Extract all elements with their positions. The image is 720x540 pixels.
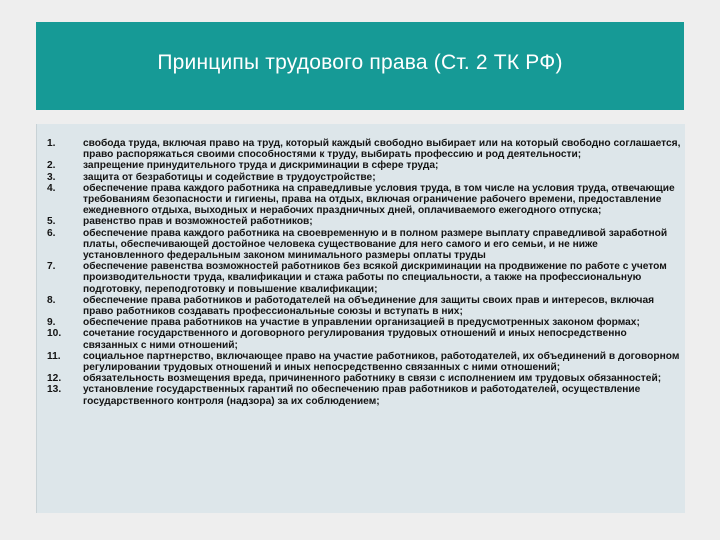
item-text: обеспечение права каждого работника на справедливые условия труда, в том числе на условия труда, отвечающие требованиям безопасности и гигиены, права на отдых, включая ограничение рабочего времени, предоставление ежедневного отдыха, выходных и нерабочих праздничных дней, оплачиваемого ежегодного отпуска;: [83, 182, 675, 217]
list-item: [47, 160, 685, 171]
item-number: 10.: [47, 328, 62, 340]
item-text: установление государственных гарантий по обеспечению прав работников и работодателей, осуществление государственного контроля (надзора) за их соблюдением;: [83, 384, 641, 407]
list-item: [47, 295, 685, 317]
list-item: [47, 228, 685, 262]
list-item: [47, 138, 685, 160]
list-item: [47, 384, 685, 406]
list-item: [47, 328, 685, 350]
item-number: 9.: [47, 317, 56, 329]
list-item: [47, 261, 685, 295]
item-number: 7.: [47, 261, 56, 273]
title-banner: [36, 22, 684, 110]
item-number: 11.: [47, 350, 61, 362]
item-text: сочетание государственного и договорного регулирования трудовых отношений и иных непосредственно связанных с ними отношений;: [83, 328, 627, 351]
item-text: обязательность возмещения вреда, причиненного работнику в связи с исполнением им трудовых обязанностей;: [83, 373, 662, 385]
item-text: обеспечение права работников на участие в управлении организацией в предусмотренных законом формах;: [83, 317, 640, 329]
item-number: 8.: [47, 294, 56, 306]
item-number: 4.: [47, 182, 56, 194]
item-number: 13.: [47, 384, 62, 396]
list-item: [47, 172, 685, 183]
slide-title: Принципы трудового права (Ст. 2 ТК РФ): [157, 51, 563, 74]
item-text: обеспечение равенства возможностей работников без всякой дискриминации на продвижение по работе с учетом производительности труда, квалификации и стажа работы по специальности, а также на профессиональную подготовку, переподготовку и повышение квалификации;: [83, 261, 667, 295]
list-item: [47, 183, 685, 217]
item-text: социальное партнерство, включающее право на участие работников, работодателей, их объединений в договорном регулировании трудовых отношений и иных непосредственно связанных с ними отношений;: [83, 350, 680, 374]
item-text: обеспечение права каждого работника на своевременную и в полном размере выплату справедливой заработной платы, обеспечивающей достойное человека существование для него самого и его семьи, и не ниже установленного федеральным законом минимального размеры оплаты труды: [83, 227, 668, 262]
list-item: [47, 373, 685, 384]
item-number: 2.: [47, 160, 56, 172]
content-panel: [36, 124, 685, 513]
item-text: свобода труда, включая право на труд, который каждый свободно выбирает или на который свободно соглашается, право распоряжаться своими способностями к труду, выбирать профессию и род деятельности;: [83, 138, 681, 161]
item-number: 12.: [47, 373, 62, 385]
item-text: запрещение принудительного труда и дискриминации в сфере труда;: [83, 160, 439, 172]
list-item: [47, 351, 685, 373]
list-item: [47, 216, 685, 227]
item-text: обеспечение права работников и работодателей на объединение для защиты своих прав и интересов, включая право работников создавать профессиональные союзы и вступать в них;: [83, 294, 655, 318]
list-item: [47, 317, 685, 328]
item-number: 3.: [47, 171, 56, 183]
item-text: защита от безработицы и содействие в трудоустройстве;: [83, 171, 376, 183]
item-text: равенство прав и возможностей работников;: [83, 216, 313, 228]
principles-list: [47, 138, 685, 407]
item-number: 5.: [47, 216, 56, 228]
item-number: 6.: [47, 227, 56, 239]
item-number: 1.: [47, 138, 56, 149]
